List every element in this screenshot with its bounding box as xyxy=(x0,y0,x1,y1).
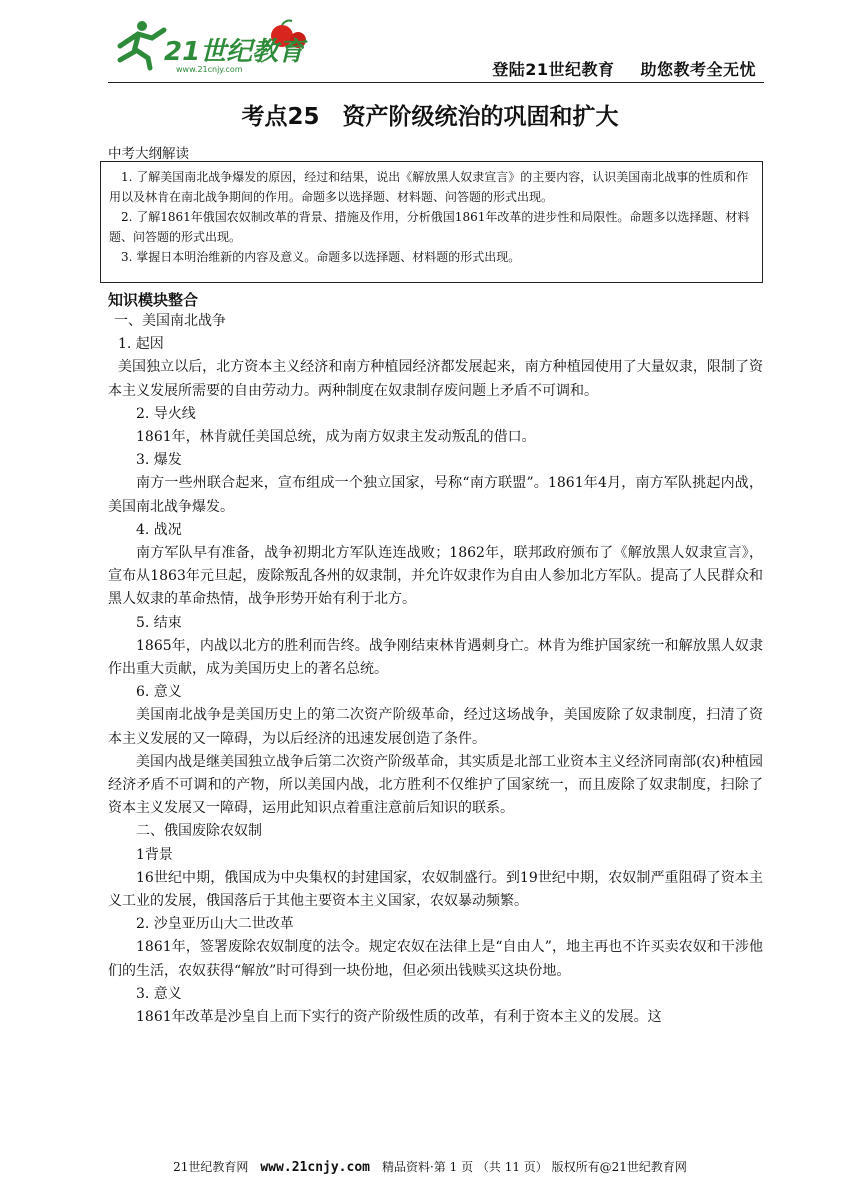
paragraph: 南方一些州联合起来，宣布组成一个独立国家，号称“南方联盟”。1861年4月，南方军队挑起内战，美国南北战争爆发。 xyxy=(108,475,763,515)
point-heading: 4. 战况 xyxy=(136,521,182,538)
logo-text: 21世纪教育 xyxy=(164,37,305,67)
page-title: 考点25 资产阶级统治的巩固和扩大 xyxy=(241,104,619,130)
outline-box xyxy=(100,161,763,283)
paragraph: 1861年，林肯就任美国总统，成为南方奴隶主发动叛乱的借口。 xyxy=(136,429,536,446)
point-heading: 6. 意义 xyxy=(136,684,182,701)
header-slogan xyxy=(492,57,756,80)
outline-label: 中考大纲解读 xyxy=(108,146,189,162)
running-figure-icon xyxy=(120,21,164,68)
outline-item: 1. 了解美国南北战争爆发的原因，经过和结果，说出《解放黑人奴隶宣言》的主要内容，认识美国南北战事的性质和作用以及林肯在南北战争期间的作用。命题多以选择题、材料题、问答题的形式出现。 xyxy=(109,170,749,204)
content-body xyxy=(108,310,763,1029)
footer-right: 精品资料·第 1 页 （共 11 页） 版权所有@21世纪教育网 xyxy=(381,1160,687,1174)
footer-left: 21世纪教育网 xyxy=(173,1160,249,1174)
paragraph: 美国独立以后，北方资本主义经济和南方种植园经济都发展起来，南方种植园使用了大量奴隶，限制了资本主义发展所需要的自由劳动力。两种制度在奴隶制存废问题上矛盾不可调和。 xyxy=(108,359,763,399)
point-heading: 1. 起因 xyxy=(118,336,164,353)
point-heading: 2. 沙皇亚历山大二世改革 xyxy=(136,916,294,933)
outline-item: 2. 了解1861年俄国农奴制改革的背景、措施及作用，分析俄国1861年改革的进步性和局限性。命题多以选择题、材料题、问答题的形式出现。 xyxy=(109,210,750,244)
point-heading: 3. 爆发 xyxy=(136,452,182,469)
paragraph: 16世纪中期，俄国成为中央集权的封建国家，农奴制盛行。到19世纪中期，农奴制严重阻碍了资本主义工业的发展，俄国落后于其他主要资本主义国家，农奴暴动频繁。 xyxy=(108,869,763,910)
subsection-heading: 二、俄国废除农奴制 xyxy=(136,823,262,840)
paragraph: 南方军队早有准备，战争初期北方军队连连战败；1862年，联邦政府颁布了《解放黑人奴隶宣言》，宣布从1863年元旦起，废除叛乱各州的奴隶制，并允许奴隶作为自由人参加北方军队。提高了人民群众和黑人奴隶的革命热情，战争形势开始有利于北方。 xyxy=(108,545,763,608)
point-heading: 1背景 xyxy=(136,846,173,863)
footer-site-link[interactable]: www.21cnjy.com xyxy=(260,1160,370,1175)
paragraph: 美国内战是继美国独立战争后第二次资产阶级革命，其实质是北部工业资本主义经济同南部(农)种植园经济矛盾不可调和的产物，所以美国内战，北方胜利不仅维护了国家统一，而且废除了奴隶制度，扫除了资本主义发展又一障碍，运用此知识点着重注意前后知识的联系。 xyxy=(108,753,763,817)
paragraph: 1861年改革是沙皇自上而下实行的资产阶级性质的改革，有利于资本主义的发展。这 xyxy=(136,1009,662,1026)
point-heading: 5. 结束 xyxy=(136,614,182,631)
slogan-left: 登陆21世纪教育 xyxy=(492,60,615,79)
point-heading: 2. 导火线 xyxy=(136,405,196,422)
subsection-heading: 一、美国南北战争 xyxy=(114,313,226,329)
paragraph: 美国南北战争是美国历史上的第二次资产阶级革命，经过这场战争，美国废除了奴隶制度，扫清了资本主义发展的又一障碍，为以后经济的迅速发展创造了条件。 xyxy=(108,707,763,747)
slogan-right: 助您教考全无忧 xyxy=(640,60,756,79)
paragraph: 1865年，内战以北方的胜利而告终。战争刚结束林肯遇刺身亡。林肯为维护国家统一和解放黑人奴隶作出重大贡献，成为美国历史上的著名总统。 xyxy=(108,637,763,678)
page-footer xyxy=(0,1158,860,1175)
point-heading: 3. 意义 xyxy=(136,985,182,1002)
paragraph: 1861年，签署废除农奴制度的法令。规定农奴在法律上是“自由人”，地主再也不许买卖农奴和干涉他们的生活，农奴获得“解放”时可得到一块份地，但必须出钱赎买这块份地。 xyxy=(108,939,763,979)
logo-url: www.21cnjy.com xyxy=(176,65,243,74)
outline-item: 3. 掌握日本明治维新的内容及意义。命题多以选择题、材料题的形式出现。 xyxy=(121,250,521,264)
header-divider xyxy=(108,82,764,83)
section-heading: 知识模块整合 xyxy=(108,291,199,309)
site-logo[interactable] xyxy=(112,16,308,76)
